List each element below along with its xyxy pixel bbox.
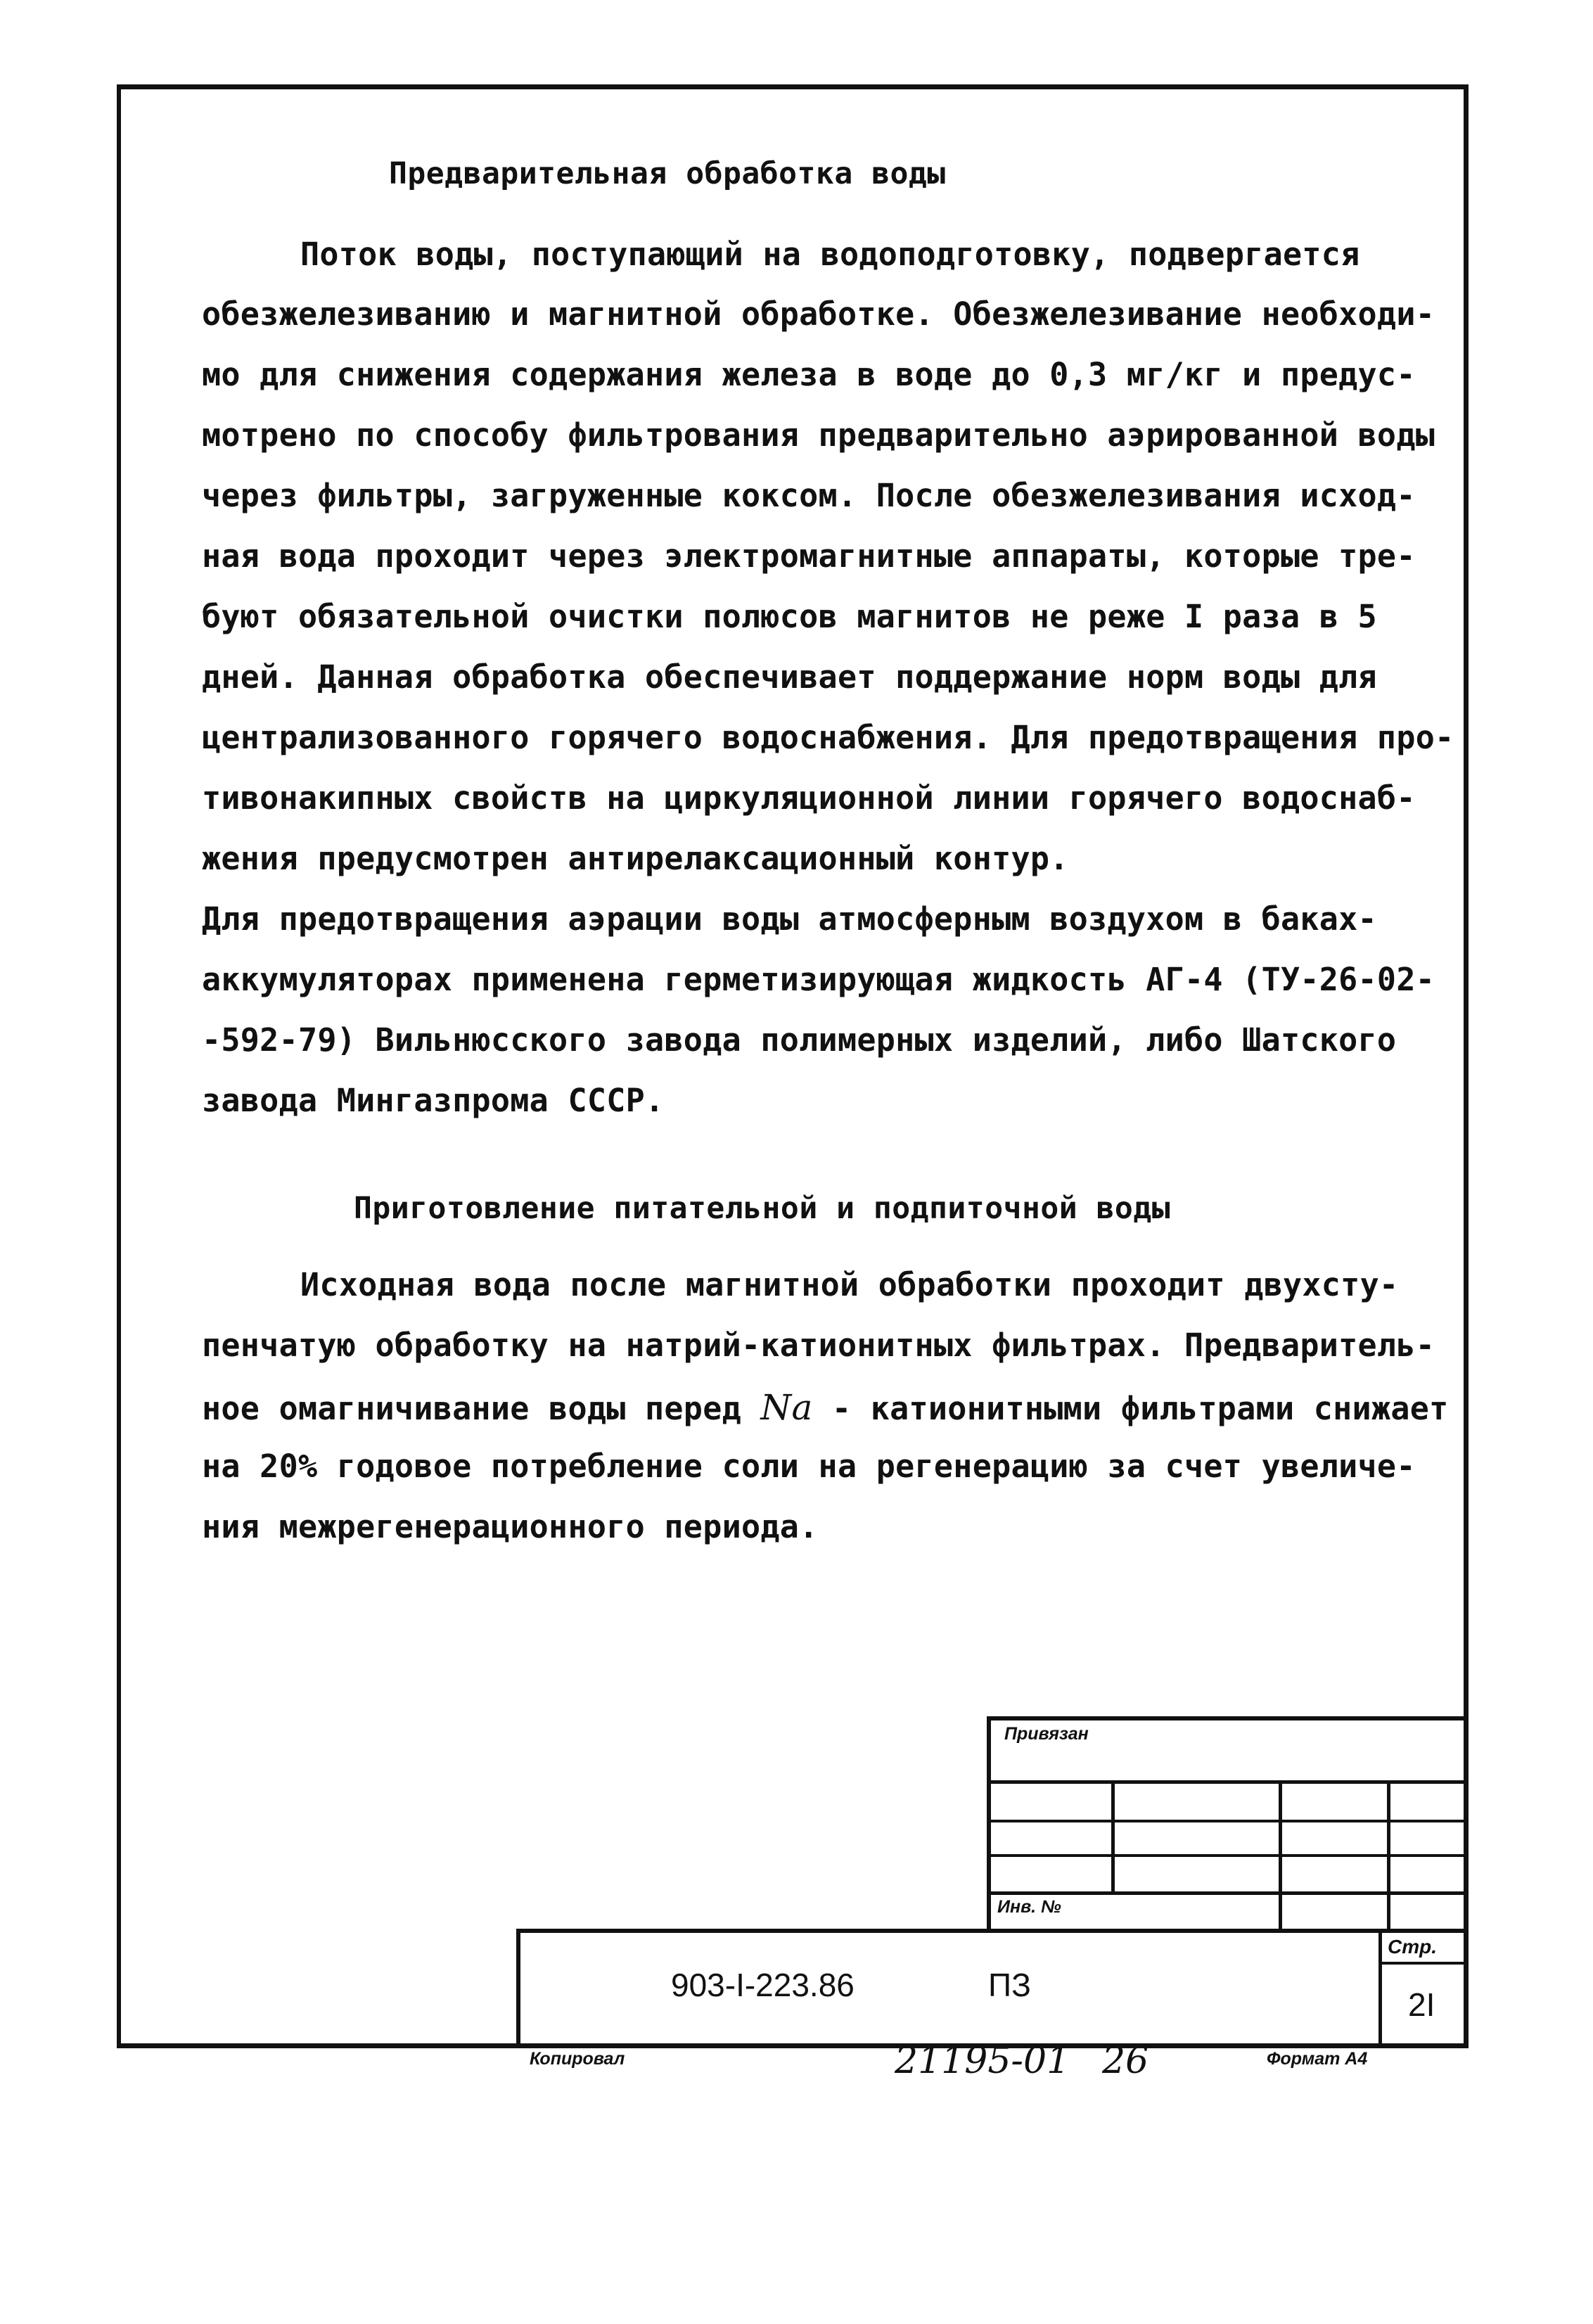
privyazan-label: Привязан [1004, 1724, 1089, 1744]
section2-heading: Приготовление питательной и подпиточной воды [354, 1191, 1171, 1226]
section2-line3-start: ное омагничивание воды перед [202, 1390, 761, 1427]
section1-line: мотрено по способу фильтрования предварительно аэрированной воды [202, 416, 1435, 454]
section2-line: на 20% годовое потребление соли на регенерацию за счет увеличе- [202, 1448, 1416, 1485]
handwritten-page: 26 [1102, 2040, 1149, 2082]
copied-label: Копировал [530, 2049, 625, 2069]
section2-line: пенчатую обработку на натрий-катионитных фильтрах. Предваритель- [202, 1327, 1435, 1364]
handwritten-number: 21195-01 [895, 2040, 1070, 2082]
section1-line: через фильтры, загруженные коксом. После обезжелезивания исход- [202, 477, 1416, 514]
section1-line: тивонакипных свойств на циркуляционной линии горячего водоснаб- [202, 779, 1416, 817]
stamp-hline [987, 1854, 1466, 1857]
section1-line: завода Мингазпрома СССР. [202, 1082, 665, 1119]
inv-label: Инв. № [997, 1897, 1061, 1917]
title-vline [1378, 1929, 1382, 2048]
section1-line: дней. Данная обработка обеспечивает поддержание норм воды для [202, 658, 1377, 696]
doc-code: 903-I-223.86 [671, 1967, 855, 2003]
section1-line: Поток воды, поступающий на водоподготовку, подвергается [300, 236, 1360, 273]
stamp-vline [1111, 1780, 1115, 1893]
section2-line [202, 1387, 1449, 1428]
section1-line: обезжелезиванию и магнитной обработке. Обезжелезивание необходи- [202, 295, 1435, 333]
section1-line: мо для снижения содержания железа в воде до 0,3 мг/кг и предус- [202, 356, 1416, 393]
section1-line: буют обязательной очистки полюсов магнитов не реже I раза в 5 [202, 598, 1377, 635]
section1-line: аккумуляторах применена герметизирующая жидкость АГ-4 (ТУ-26-02- [202, 961, 1435, 998]
stamp-hline [987, 1891, 1466, 1895]
doc-type: ПЗ [988, 1967, 1031, 2003]
stamp-hline [987, 1820, 1466, 1822]
stamp-vline [1279, 1780, 1282, 1932]
section2-line: ния межрегенерационного периода. [202, 1508, 819, 1545]
section1-line: -592-79) Вильнюсского завода полимерных изделий, либо Шатского [202, 1021, 1397, 1059]
format-label: Формат А4 [1267, 2049, 1368, 2069]
section1-line: жения предусмотрен антирелаксационный контур. [202, 840, 1069, 877]
stamp-vline [1387, 1780, 1390, 1932]
page-label: Стр. [1388, 1936, 1437, 1958]
section1-line: Для предотвращения аэрации воды атмосферным воздухом в баках- [202, 900, 1377, 938]
handwritten-na: Na [760, 1387, 813, 1428]
page-number: 2I [1408, 1986, 1435, 2023]
section1-heading: Предварительная обработка воды [389, 156, 946, 191]
section1-line: ная вода проходит через электромагнитные аппараты, которые тре- [202, 537, 1416, 575]
stamp-hline [987, 1780, 1466, 1784]
section2-line: Исходная вода после магнитной обработки проходит двухсту- [300, 1266, 1399, 1303]
title-hline [1378, 1962, 1469, 1965]
section2-line3-tail: - катионитными фильтрами снижает [812, 1390, 1449, 1427]
section1-line: централизованного горячего водоснабжения. Для предотвращения про- [202, 719, 1454, 756]
